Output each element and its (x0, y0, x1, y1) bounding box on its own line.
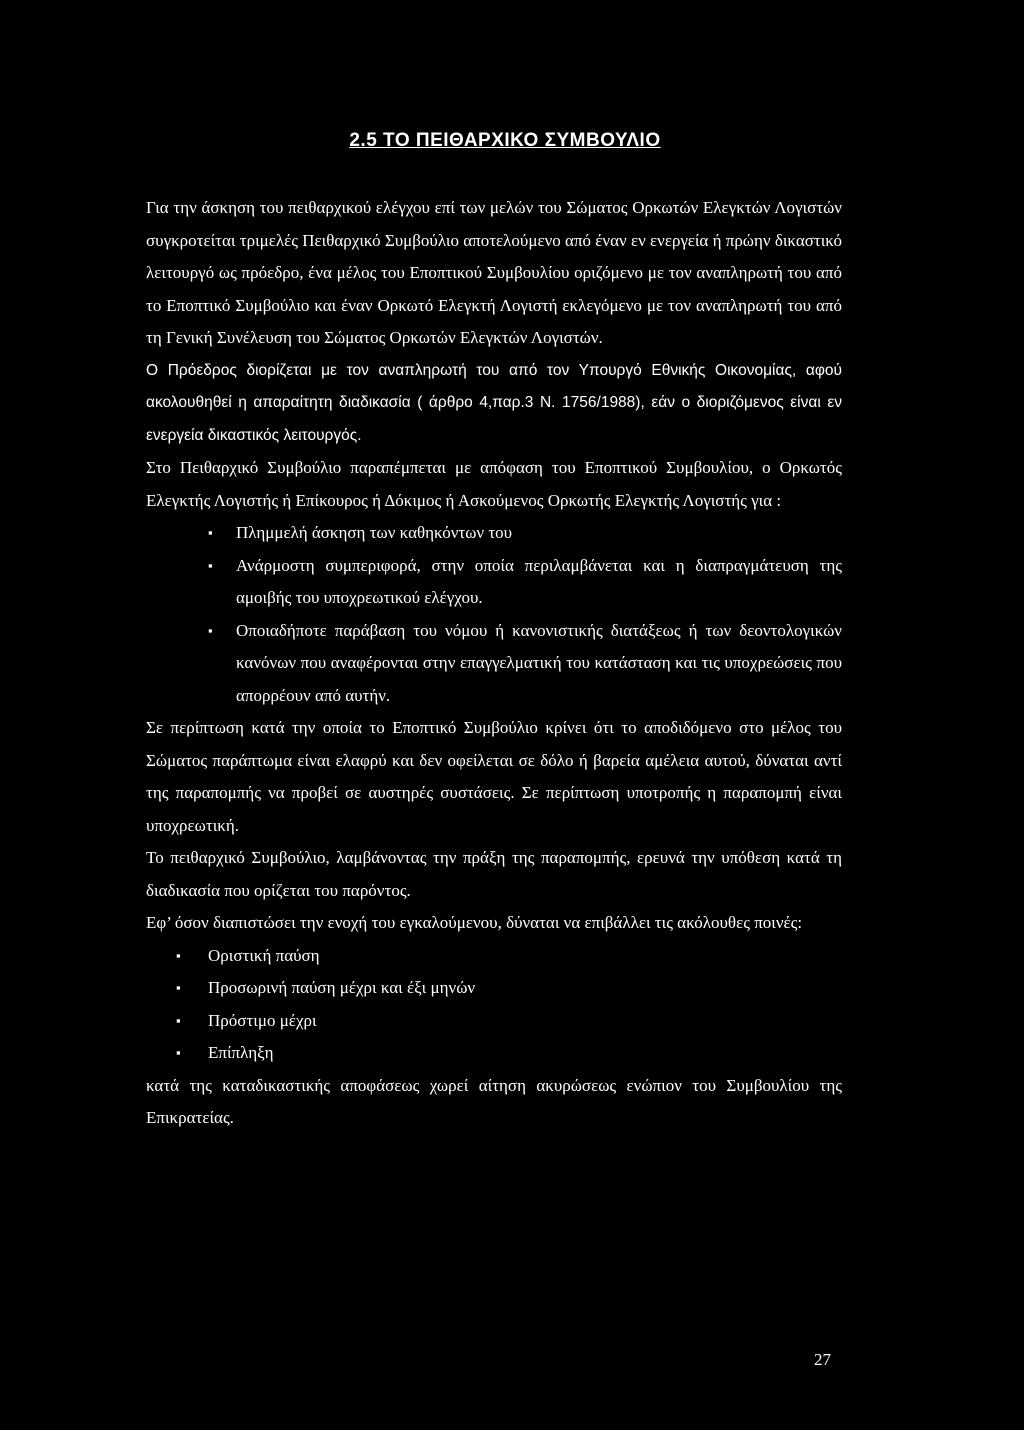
page-number: 27 (814, 1350, 831, 1369)
bullet-icon: ▪ (208, 525, 213, 540)
bullet-icon: ▪ (208, 622, 213, 638)
paragraph-investigation: Το πειθαρχικό Συμβούλιο, λαμβάνοντας την πράξη της παραπομπής, ερευνά την υπόθεση κατά τη διαδικασία που ορίζεται του παρόντος. (146, 848, 842, 900)
bullet-icon: ▪ (176, 947, 181, 963)
section-body (146, 192, 842, 1135)
list-item-text: Ανάρμοστη συμπεριφορά, στην οποία περιλαμβάνεται και η διαπραγμάτευση της αμοιβής του υποχρεωτικού ελέγχου. (236, 555, 842, 607)
paragraph-penalties-intro: Εφ’ όσον διαπιστώσει την ενοχή του εγκαλούμενου, δύναται να επιβάλλει τις ακόλουθες ποινές: (146, 913, 803, 932)
bullet-icon: ▪ (208, 557, 213, 573)
list-item (146, 972, 842, 1005)
violations-list (146, 517, 842, 712)
list-item (146, 1005, 842, 1038)
paragraph-president-appointment: Ο Πρόεδρος διορίζεται με τον αναπληρωτή του από τον Υπουργό Εθνικής Οικονομίας, αφού ακολουθηθεί η απαραίτητη διαδικασία ( άρθρο 4,παρ.3 Ν. 1756/1988), εάν ο διοριζόμενος είναι εν ενεργεία δικαστικός λειτουργός. (146, 361, 842, 444)
penalties-list (146, 940, 842, 1070)
section-heading: 2.5 ΤΟ ΠΕΙΘΑΡΧΙΚΟ ΣΥΜΒΟΥΛΙΟ (349, 130, 661, 151)
list-item-text: Οποιαδήποτε παράβαση του νόμου ή κανονιστικής διατάξεως ή των δεοντολογικών κανόνων που αναφέρονται στην επαγγελματική του κατάσταση και τις υποχρεώσεις που απορρέουν από αυτήν. (236, 620, 842, 705)
list-item-text: Πρόστιμο μέχρι (208, 1010, 317, 1030)
list-item (146, 1037, 842, 1070)
bullet-icon: ▪ (176, 980, 181, 995)
list-item (146, 615, 842, 713)
bullet-icon: ▪ (176, 1045, 181, 1060)
list-item (146, 517, 842, 550)
paragraph-annulment: κατά της καταδικαστικής αποφάσεως χωρεί αίτηση ακυρώσεως ενώπιον του Συμβουλίου της Επικρατείας. (146, 1075, 842, 1127)
paragraph-recommendations: Σε περίπτωση κατά την οποία το Εποπτικό Συμβούλιο κρίνει ότι το αποδιδόμενο στο μέλος του Σώματος παράπτωμα είναι ελαφρύ και δεν οφείλεται σε δόλο ή βαρεία αμέλεια αυτού, δύναται αντί της παραπομπής να προβεί σε αυστηρές συστάσεις. Σε περίπτωση υποτροπής η παραπομπή είναι υποχρεωτική. (146, 718, 842, 835)
bullet-icon: ▪ (176, 1012, 181, 1028)
list-item-text: Προσωρινή παύση μέχρι και έξι μηνών (208, 978, 476, 997)
list-item-text: Πλημμελή άσκηση των καθηκόντων του (236, 523, 513, 542)
list-item (146, 940, 842, 973)
list-item (146, 550, 842, 615)
paragraph-composition: Για την άσκηση του πειθαρχικού ελέγχου επί των μελών του Σώματος Ορκωτών Ελεγκτών Λογιστών συγκροτείται τριμελές Πειθαρχικό Συμβούλιο αποτελούμενο από έναν εν ενεργεία ή πρώην δικαστικό λειτουργό ως πρόεδρο, ένα μέλος του Εποπτικού Συμβουλίου οριζόμενο με τον αναπληρωτή του από το Εποπτικό Συμβούλιο και έναν Ορκωτό Ελεγκτή Λογιστή εκλεγόμενο με τον αναπληρωτή του από τη Γενική Συνέλευση του Σώματος Ορκωτών Ελεγκτών Λογιστών. (146, 198, 842, 347)
paragraph-referral: Στο Πειθαρχικό Συμβούλιο παραπέμπεται με απόφαση του Εποπτικού Συμβουλίου, ο Ορκωτός Ελεγκτής Λογιστής ή Επίκουρος ή Δόκιμος ή Ασκούμενος Ορκωτής Ελεγκτής Λογιστής για : (146, 458, 842, 510)
list-item-text: Οριστική παύση (208, 945, 320, 965)
list-item-text: Επίπληξη (208, 1043, 274, 1062)
